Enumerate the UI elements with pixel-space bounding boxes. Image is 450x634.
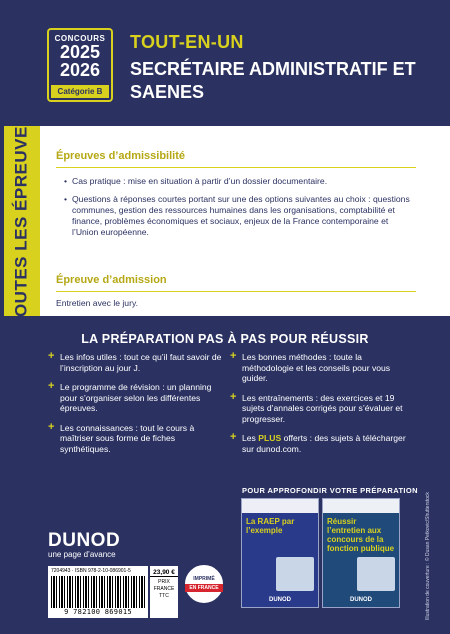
side-tab xyxy=(0,114,40,328)
book-1-publisher: DUNOD xyxy=(269,597,291,603)
badge-label: CONCOURS xyxy=(54,34,106,43)
kicker-title: TOUT-EN-UN xyxy=(130,32,244,52)
side-tab-inner xyxy=(4,114,40,328)
preparation-right-column xyxy=(230,352,410,463)
plus-highlight: PLUS xyxy=(258,433,282,443)
admission-heading: Épreuve d’admission xyxy=(56,274,416,292)
item-text: offerts : des sujets à télécharger sur dunod.com. xyxy=(242,433,406,454)
plus-icon: + xyxy=(48,420,55,433)
side-tab-label: TOUTES LES ÉPREUVES xyxy=(12,114,32,328)
item-text: Les xyxy=(242,433,256,443)
item-text: Les connaissances : tout le cours à maîtriser sous forme de fiches synthétiques. xyxy=(60,422,195,454)
book-header-strip xyxy=(323,499,399,513)
admissibilite-heading: Épreuves d’admissibilité xyxy=(56,150,416,168)
epreuves-panel xyxy=(0,114,450,328)
item-text: Les infos utiles : tout ce qu’il faut savoir de l’inscription au jour J. xyxy=(60,352,222,373)
plus-icon: + xyxy=(230,431,237,443)
book-title: SECRÉTAIRE ADMINISTRATIF ET SAENES xyxy=(130,59,416,102)
barcode xyxy=(48,566,148,618)
list-item xyxy=(48,352,228,373)
related-book-1 xyxy=(241,498,319,608)
book-1-title: La RAEP par l’exemple xyxy=(246,517,295,535)
book-2-title: Réussir l’entretien aux concours de la fonction publique xyxy=(327,517,395,553)
admission-section xyxy=(56,274,436,309)
approfondir-heading: POUR APPROFONDIR VOTRE PRÉPARATION xyxy=(242,486,418,495)
isbn-ref: 7204943 · ISBN 978-2-10-086901-5 xyxy=(51,568,131,574)
list-item xyxy=(48,382,228,414)
publisher-name: DUNOD xyxy=(48,530,121,551)
preparation-title: LA PRÉPARATION PAS À PAS POUR RÉUSSIR xyxy=(81,332,369,346)
price-line: TTC xyxy=(159,593,169,599)
book-photo xyxy=(276,557,314,591)
admissibilite-section xyxy=(56,150,436,245)
admissibilite-list xyxy=(56,176,436,238)
list-item xyxy=(48,420,228,455)
list-item xyxy=(230,433,410,454)
list-item xyxy=(230,390,410,425)
plus-icon: + xyxy=(48,350,55,362)
plus-icon: + xyxy=(230,390,237,403)
barcode-bars xyxy=(51,576,145,608)
price-line: FRANCE xyxy=(153,586,175,592)
badge-year-1: 2025 xyxy=(59,42,101,62)
price-line: PRIX xyxy=(158,579,170,585)
cover-credit: Illustration de couverture : © Dusan Petkovic/Shutterstock xyxy=(425,492,431,620)
list-item: • Questions à réponses courtes portant sur une des options suivantes au choix : questions communes, gestion des ressources humaines dans les organisations, comptabilité et finance, problèmes économiques et sociaux, enjeux de la France contemporaine et l’Union européenne. xyxy=(64,194,414,238)
preparation-left-column xyxy=(48,352,228,463)
plus-icon: + xyxy=(230,350,237,362)
item-text: Le programme de révision : un planning pour s’organiser selon les différentes épreuves. xyxy=(60,382,212,413)
item-text: Les bonnes méthodes : toute la méthodologie et les conseils pour vous guider. xyxy=(242,352,391,383)
price-amount: 23,90 € xyxy=(150,569,178,577)
publisher-tagline: une page d’avance xyxy=(48,550,116,559)
book-2-publisher: DUNOD xyxy=(350,597,372,603)
publisher-logo xyxy=(48,530,120,559)
admission-text: Entretien avec le jury. xyxy=(56,298,138,308)
plus-icon: + xyxy=(48,380,55,392)
book-header-strip xyxy=(242,499,318,513)
related-book-2 xyxy=(322,498,400,608)
imprime-en-france-seal xyxy=(183,563,225,605)
admissibilite-body xyxy=(56,176,436,238)
list-item: • Cas pratique : mise en situation à partir d’un dossier documentaire. xyxy=(64,176,436,187)
seal-bottom: EN FRANCE xyxy=(185,584,223,592)
price-box xyxy=(150,566,178,618)
book-photo xyxy=(357,557,395,591)
list-item xyxy=(230,352,410,384)
concours-badge xyxy=(47,28,113,102)
badge-category: Catégorie B xyxy=(51,85,109,98)
item-text: Les entraînements : des exercices et 19 sujets d’annales corrigés pour s’évaluer et progresser. xyxy=(242,392,403,424)
barcode-number: 9 782100 869015 xyxy=(64,608,132,616)
badge-year-2: 2026 xyxy=(59,60,101,80)
seal-top: IMPRIMÉ xyxy=(193,576,215,582)
